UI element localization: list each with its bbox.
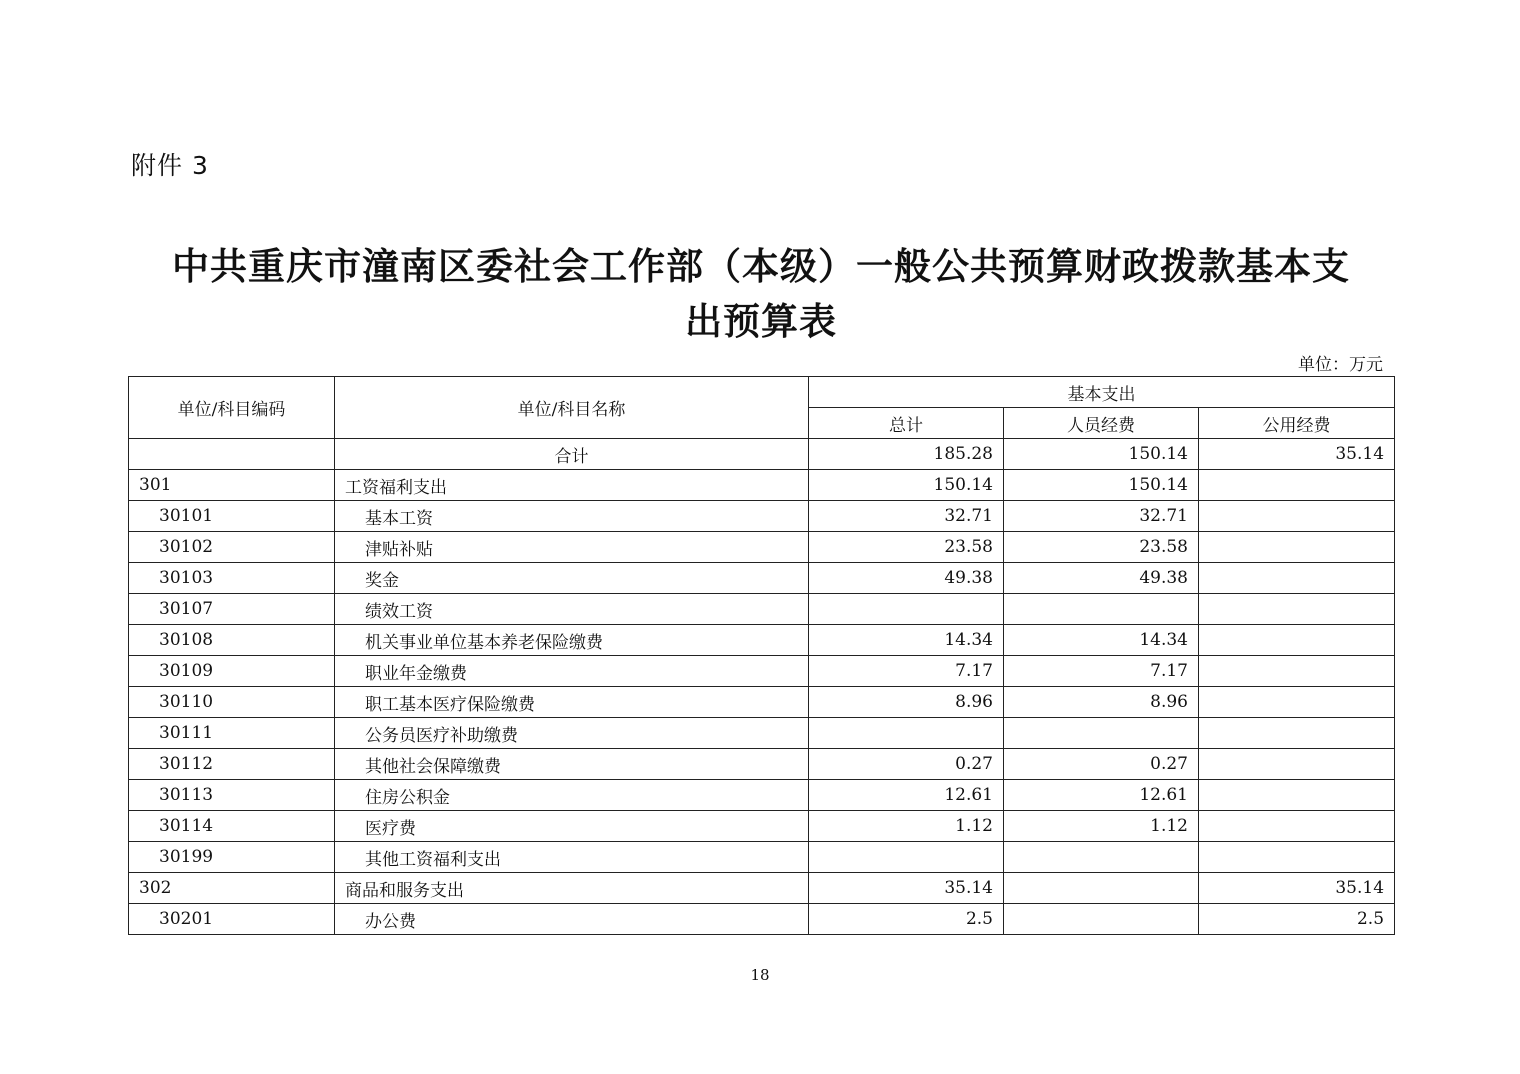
unit-label: 单位：万元 — [1298, 355, 1383, 375]
row-name: 商品和服务支出 — [335, 873, 809, 904]
summary-personnel: 150.14 — [1004, 439, 1199, 470]
summary-public: 35.14 — [1199, 439, 1395, 470]
summary-name: 合计 — [335, 439, 809, 470]
row-total: 12.61 — [809, 780, 1004, 811]
row-public — [1199, 718, 1395, 749]
row-personnel — [1004, 594, 1199, 625]
row-total: 7.17 — [809, 656, 1004, 687]
table-row — [129, 842, 1395, 873]
row-personnel: 12.61 — [1004, 780, 1199, 811]
row-public — [1199, 780, 1395, 811]
row-code: 301 — [129, 470, 335, 501]
header-name: 单位/科目名称 — [335, 377, 809, 439]
row-total: 2.5 — [809, 904, 1004, 935]
row-personnel: 23.58 — [1004, 532, 1199, 563]
row-public — [1199, 811, 1395, 842]
table-row — [129, 656, 1395, 687]
row-total: 1.12 — [809, 811, 1004, 842]
row-public — [1199, 532, 1395, 563]
row-personnel — [1004, 904, 1199, 935]
row-total: 49.38 — [809, 563, 1004, 594]
header-row-1 — [129, 377, 1395, 408]
row-total — [809, 842, 1004, 873]
row-public — [1199, 625, 1395, 656]
row-public — [1199, 470, 1395, 501]
header-total: 总计 — [809, 408, 1004, 439]
row-name: 其他社会保障缴费 — [335, 749, 809, 780]
row-name: 职业年金缴费 — [335, 656, 809, 687]
row-code: 30112 — [129, 749, 335, 780]
row-total: 14.34 — [809, 625, 1004, 656]
row-personnel: 32.71 — [1004, 501, 1199, 532]
row-personnel: 8.96 — [1004, 687, 1199, 718]
header-basic-expenditure: 基本支出 — [809, 377, 1395, 408]
row-public: 35.14 — [1199, 873, 1395, 904]
document-title-line-2: 出预算表 — [685, 299, 837, 343]
attachment-label: 附件 3 — [131, 151, 209, 180]
row-name: 住房公积金 — [335, 780, 809, 811]
table-row — [129, 470, 1395, 501]
row-total: 150.14 — [809, 470, 1004, 501]
summary-total: 185.28 — [809, 439, 1004, 470]
budget-table — [128, 376, 1395, 935]
row-public — [1199, 842, 1395, 873]
row-total: 32.71 — [809, 501, 1004, 532]
table-row — [129, 904, 1395, 935]
summary-code — [129, 439, 335, 470]
row-personnel — [1004, 718, 1199, 749]
row-total — [809, 594, 1004, 625]
row-public — [1199, 594, 1395, 625]
row-name: 绩效工资 — [335, 594, 809, 625]
document-title-line-1: 中共重庆市潼南区委社会工作部（本级）一般公共预算财政拨款基本支 — [172, 244, 1350, 288]
table-body — [129, 439, 1395, 935]
table-header — [129, 377, 1395, 439]
row-code: 30113 — [129, 780, 335, 811]
row-code: 30107 — [129, 594, 335, 625]
row-code: 302 — [129, 873, 335, 904]
table-row — [129, 625, 1395, 656]
table-row — [129, 501, 1395, 532]
row-name: 医疗费 — [335, 811, 809, 842]
table-row — [129, 811, 1395, 842]
row-name: 基本工资 — [335, 501, 809, 532]
row-name: 其他工资福利支出 — [335, 842, 809, 873]
summary-row — [129, 439, 1395, 470]
row-code: 30114 — [129, 811, 335, 842]
row-name: 机关事业单位基本养老保险缴费 — [335, 625, 809, 656]
table-row — [129, 749, 1395, 780]
row-personnel: 1.12 — [1004, 811, 1199, 842]
row-name: 奖金 — [335, 563, 809, 594]
page-number: 18 — [750, 966, 770, 984]
row-personnel: 7.17 — [1004, 656, 1199, 687]
row-personnel — [1004, 873, 1199, 904]
header-public: 公用经费 — [1199, 408, 1395, 439]
row-code: 30102 — [129, 532, 335, 563]
row-name: 公务员医疗补助缴费 — [335, 718, 809, 749]
row-code: 30110 — [129, 687, 335, 718]
row-total: 35.14 — [809, 873, 1004, 904]
row-name: 职工基本医疗保险缴费 — [335, 687, 809, 718]
row-code: 30108 — [129, 625, 335, 656]
header-code: 单位/科目编码 — [129, 377, 335, 439]
table-row — [129, 687, 1395, 718]
table-row — [129, 780, 1395, 811]
row-personnel: 150.14 — [1004, 470, 1199, 501]
row-name: 办公费 — [335, 904, 809, 935]
header-personnel: 人员经费 — [1004, 408, 1199, 439]
row-total — [809, 718, 1004, 749]
row-total: 8.96 — [809, 687, 1004, 718]
table-row — [129, 718, 1395, 749]
row-total: 0.27 — [809, 749, 1004, 780]
row-personnel: 14.34 — [1004, 625, 1199, 656]
row-code: 30201 — [129, 904, 335, 935]
row-code: 30101 — [129, 501, 335, 532]
table-row — [129, 563, 1395, 594]
row-public — [1199, 563, 1395, 594]
row-total: 23.58 — [809, 532, 1004, 563]
table-row — [129, 594, 1395, 625]
row-code: 30199 — [129, 842, 335, 873]
row-public — [1199, 687, 1395, 718]
row-name: 工资福利支出 — [335, 470, 809, 501]
row-public — [1199, 656, 1395, 687]
row-name: 津贴补贴 — [335, 532, 809, 563]
table-row — [129, 873, 1395, 904]
table-row — [129, 532, 1395, 563]
row-code: 30109 — [129, 656, 335, 687]
row-public — [1199, 501, 1395, 532]
row-personnel: 49.38 — [1004, 563, 1199, 594]
row-personnel — [1004, 842, 1199, 873]
row-public: 2.5 — [1199, 904, 1395, 935]
row-code: 30103 — [129, 563, 335, 594]
row-code: 30111 — [129, 718, 335, 749]
row-public — [1199, 749, 1395, 780]
row-personnel: 0.27 — [1004, 749, 1199, 780]
